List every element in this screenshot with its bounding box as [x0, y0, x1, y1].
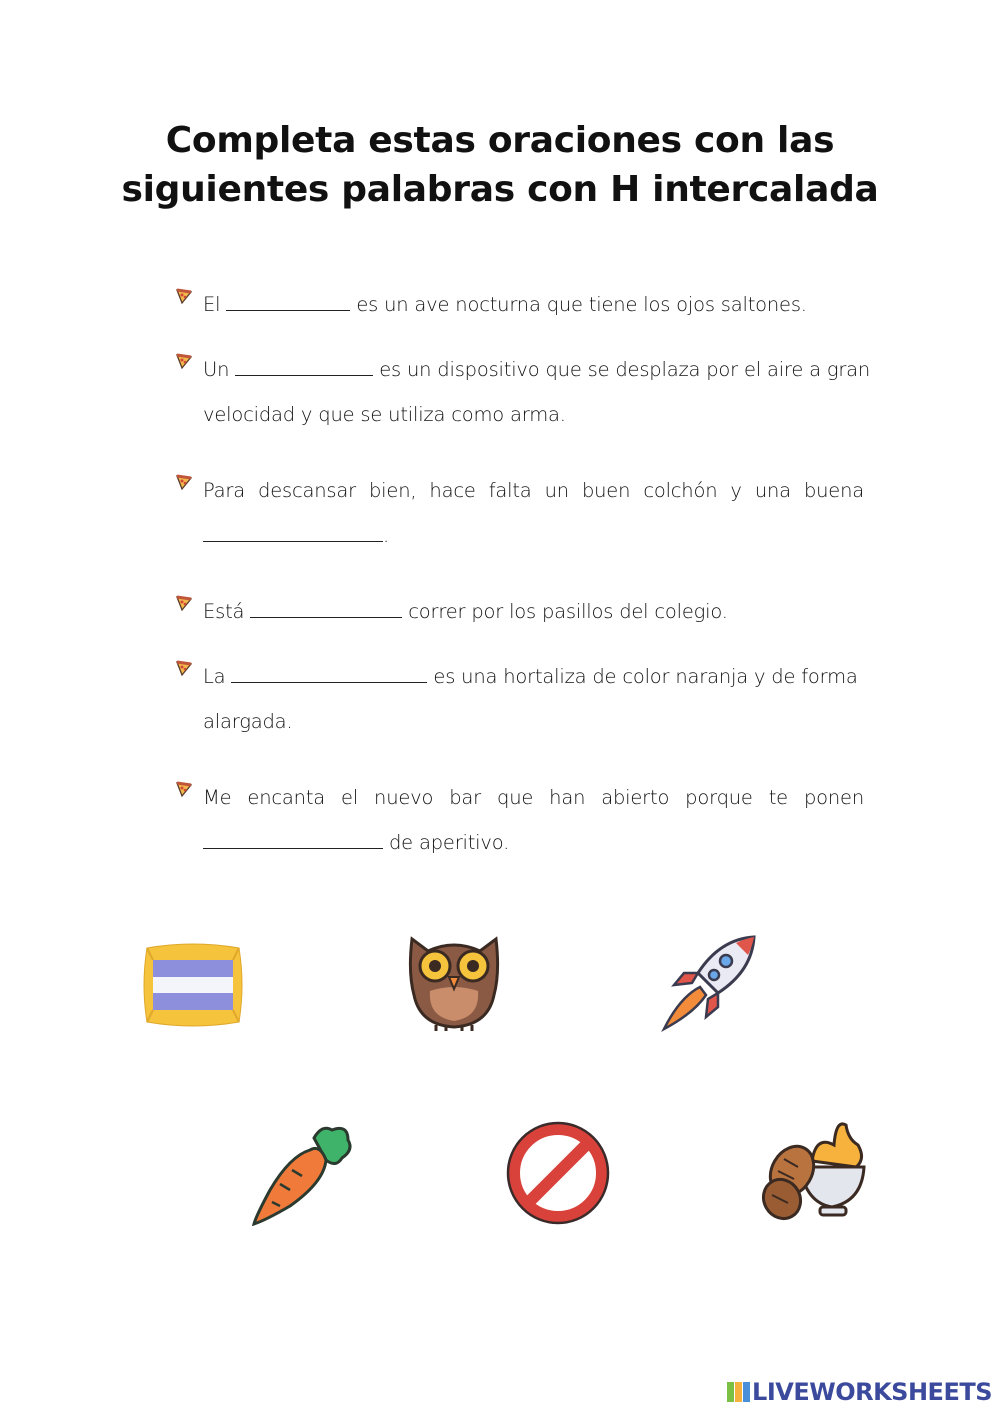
sentence-2-mid: es un dispositivo que se desplaza por el aire a gran [379, 358, 871, 381]
sentence-2-start: Un [203, 358, 230, 381]
sentence-6-start: Me encanta el nuevo bar que han abierto porque te ponen [203, 786, 864, 809]
liveworksheets-logo-icon [726, 1379, 752, 1405]
footer-brand [726, 1379, 992, 1405]
sentence-3-start: Para descansar bien, hace falta un buen colchón y una buena [203, 479, 864, 502]
sentence-3-end: . [383, 524, 389, 547]
title-line-2: siguientes palabras con H intercalada [121, 169, 879, 210]
sentence-1-start: El [203, 293, 221, 316]
sentence-4-end: correr por los pasillos del colegio. [408, 600, 728, 623]
prohibited-icon[interactable] [505, 1120, 611, 1226]
sentence-6-end: de aperitivo. [389, 831, 510, 854]
sentence-5-end: alargada. [203, 710, 293, 733]
sentence-5-mid: es una hortaliza de color naranja y de forma [433, 665, 858, 688]
title-line-1: Completa estas oraciones con las [165, 120, 835, 161]
peanuts-bowl-icon[interactable] [758, 1115, 866, 1223]
brand-name: LIVEWORKSHEETS [752, 1378, 992, 1406]
sentence-5-start: La [203, 665, 226, 688]
pillow-icon[interactable] [141, 940, 245, 1030]
carrot-icon[interactable] [250, 1120, 356, 1226]
sentence-4-start: Está [203, 600, 245, 623]
owl-icon[interactable] [406, 933, 502, 1033]
sentence-1-end: es un ave nocturna que tiene los ojos saltones. [356, 293, 807, 316]
rocket-icon[interactable] [660, 933, 760, 1033]
sentence-2-end: velocidad y que se utiliza como arma. [203, 403, 566, 426]
